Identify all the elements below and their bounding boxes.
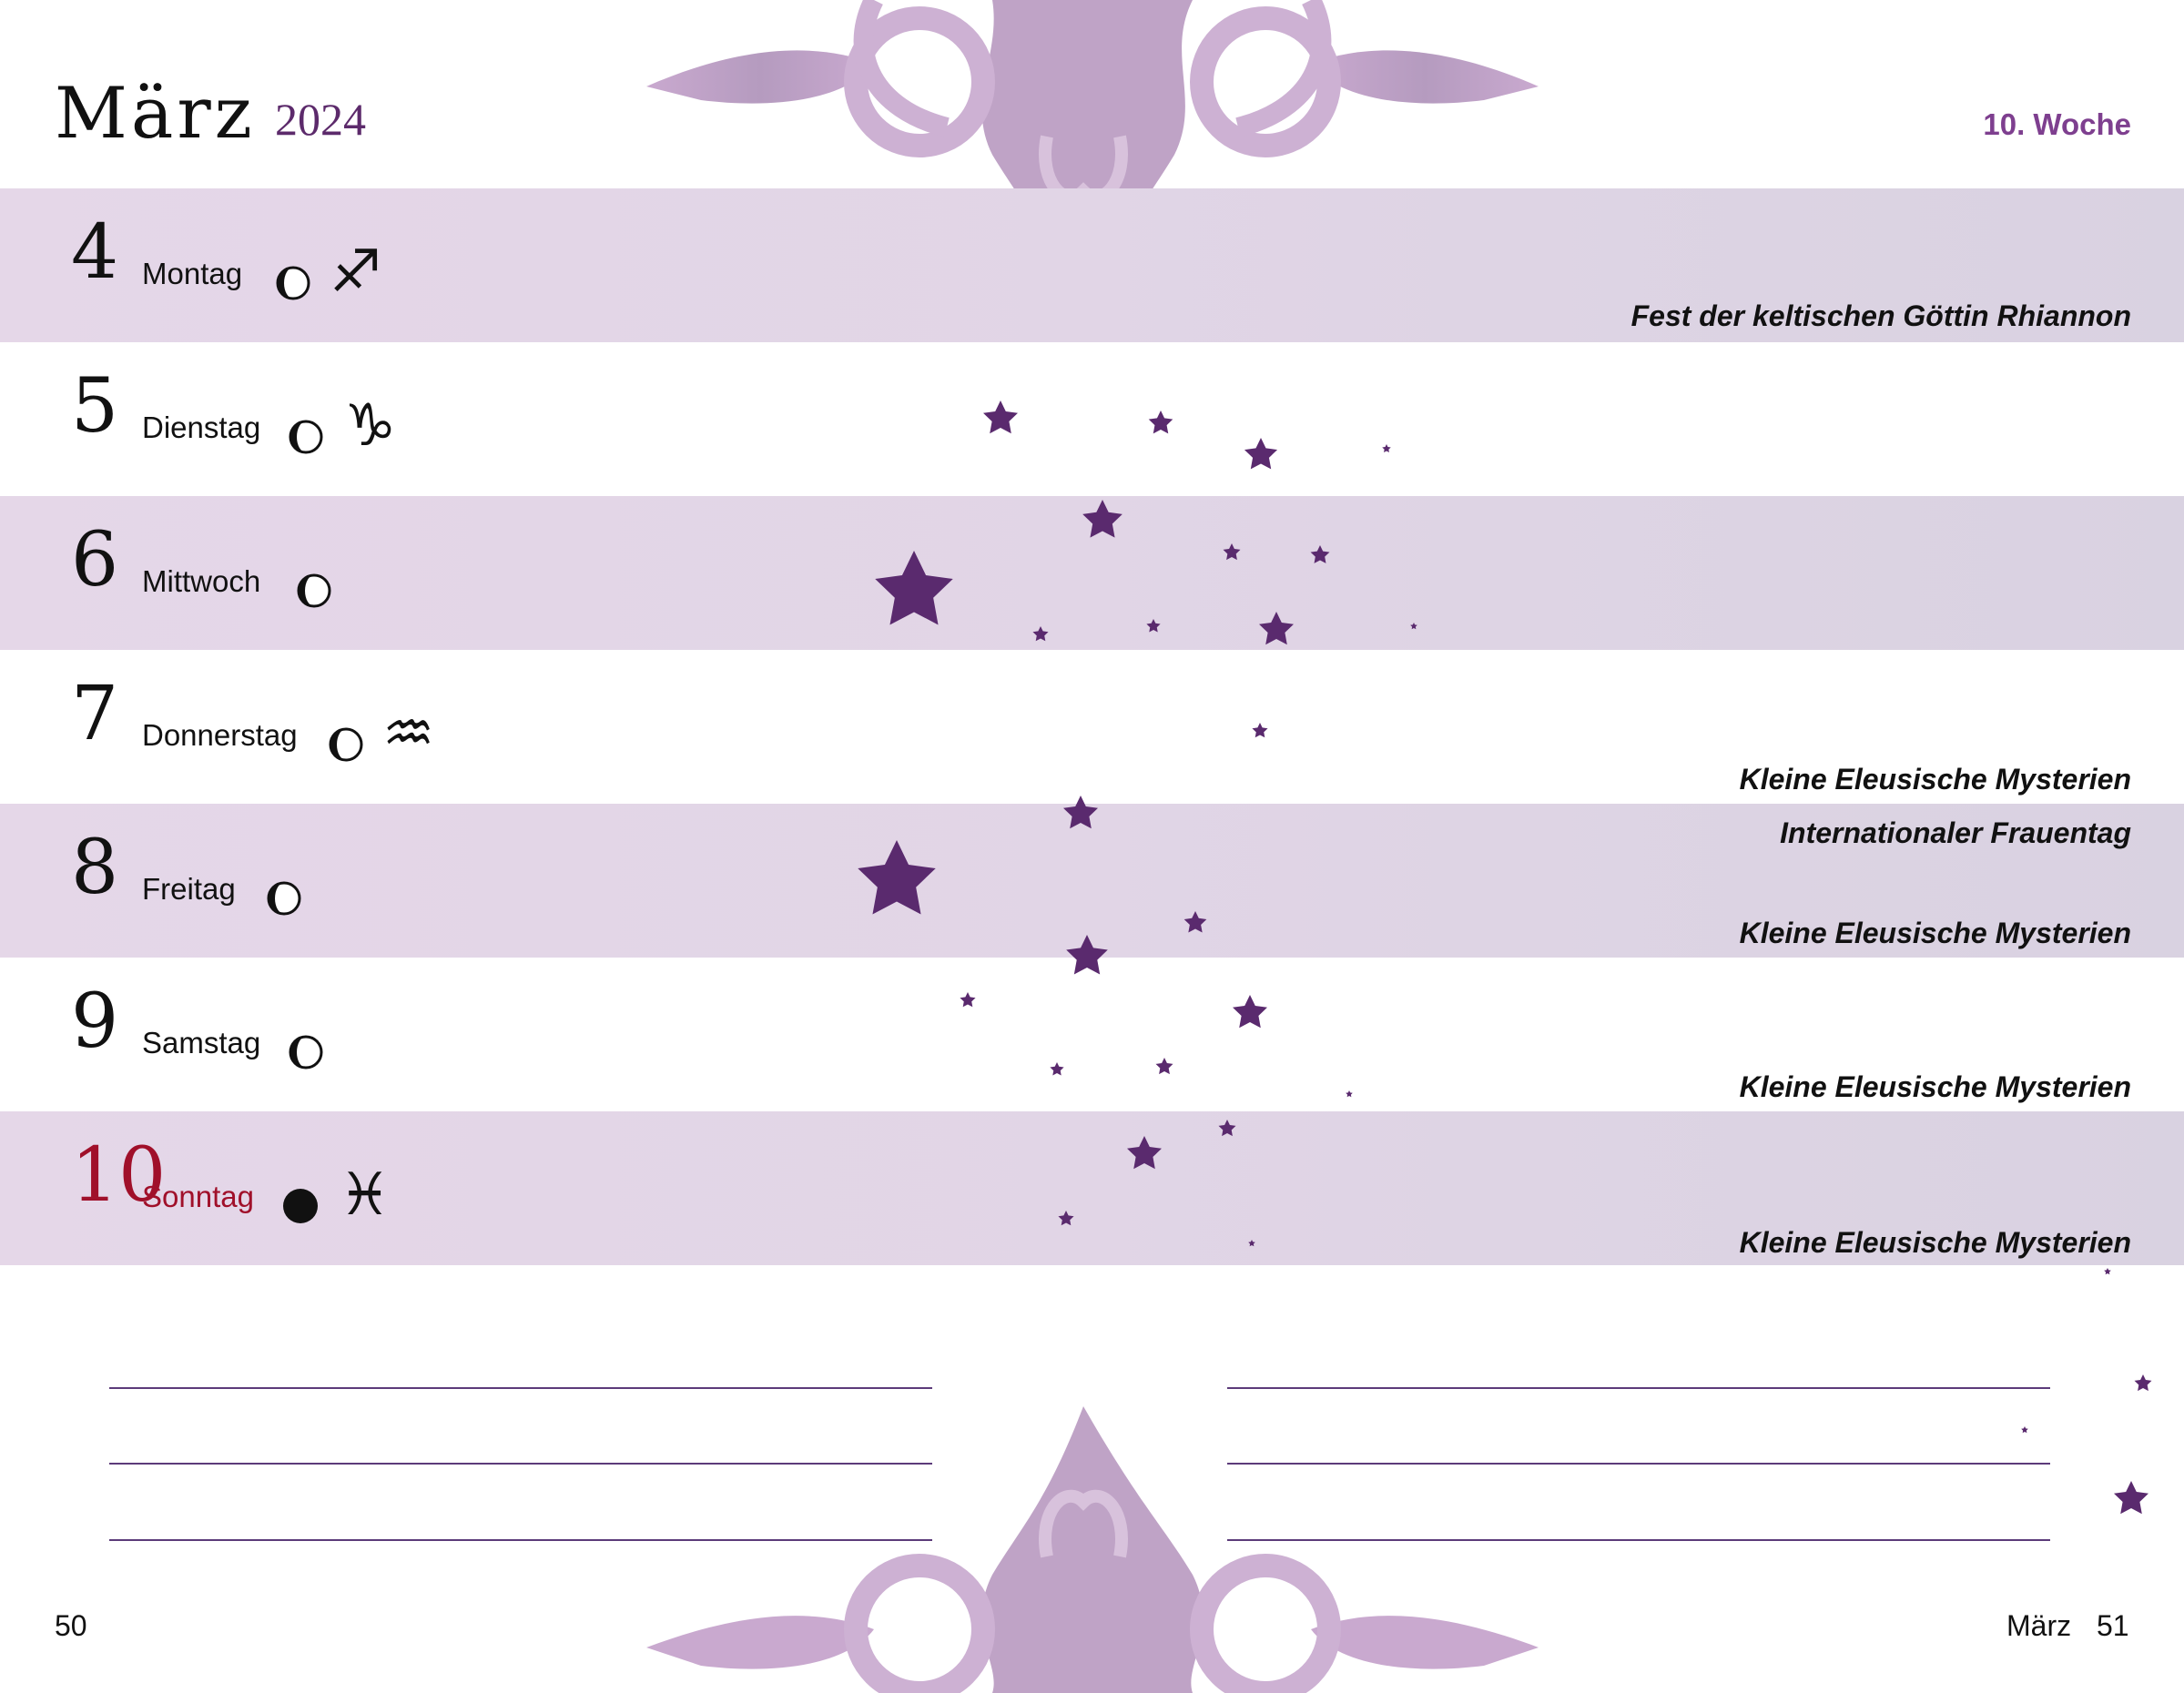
pisces-icon: ♓ <box>339 1161 391 1229</box>
event-label: Fest der keltischen Göttin Rhiannon <box>1630 299 2131 332</box>
left-page-number: 50 <box>55 1609 87 1642</box>
day-number: 8 <box>71 825 119 911</box>
day-number: 6 <box>71 517 119 603</box>
month-title: März <box>55 73 256 155</box>
note-line[interactable] <box>109 1463 932 1465</box>
note-line[interactable] <box>1227 1463 2050 1465</box>
event-label: Kleine Eleusische Mysterien <box>1739 917 2131 949</box>
day-number: 10 <box>71 1132 167 1219</box>
day-name: Mittwoch <box>142 564 261 598</box>
note-line[interactable] <box>1227 1539 2050 1541</box>
sagittarius-icon: ♐ <box>330 238 382 306</box>
event-label: Kleine Eleusische Mysterien <box>1739 1070 2131 1103</box>
day-name: Samstag <box>142 1026 261 1059</box>
day-number: 5 <box>71 363 119 450</box>
capricorn-icon: ♑ <box>344 392 397 460</box>
day-name: Montag <box>142 257 243 290</box>
day-name: Donnerstag <box>142 718 298 752</box>
event-label: Internationaler Frauentag <box>1780 816 2131 849</box>
day-number: 9 <box>71 978 119 1065</box>
day-name: Sonntag <box>142 1180 254 1213</box>
year-title: 2024 <box>275 94 366 145</box>
day-number: 7 <box>71 671 119 757</box>
note-line[interactable] <box>109 1539 932 1541</box>
note-line[interactable] <box>109 1387 932 1389</box>
day-name: Dienstag <box>142 411 261 444</box>
aquarius-icon: ♒ <box>382 700 435 767</box>
note-line[interactable] <box>1227 1387 2050 1389</box>
right-page-number: 51 <box>2097 1609 2129 1642</box>
day-name: Freitag <box>142 872 236 906</box>
day-number: 4 <box>71 209 119 296</box>
footer-month: März <box>2006 1609 2072 1642</box>
week-label: 10. Woche <box>1983 107 2131 141</box>
event-label: Kleine Eleusische Mysterien <box>1739 763 2131 796</box>
event-label: Kleine Eleusische Mysterien <box>1739 1226 2131 1259</box>
